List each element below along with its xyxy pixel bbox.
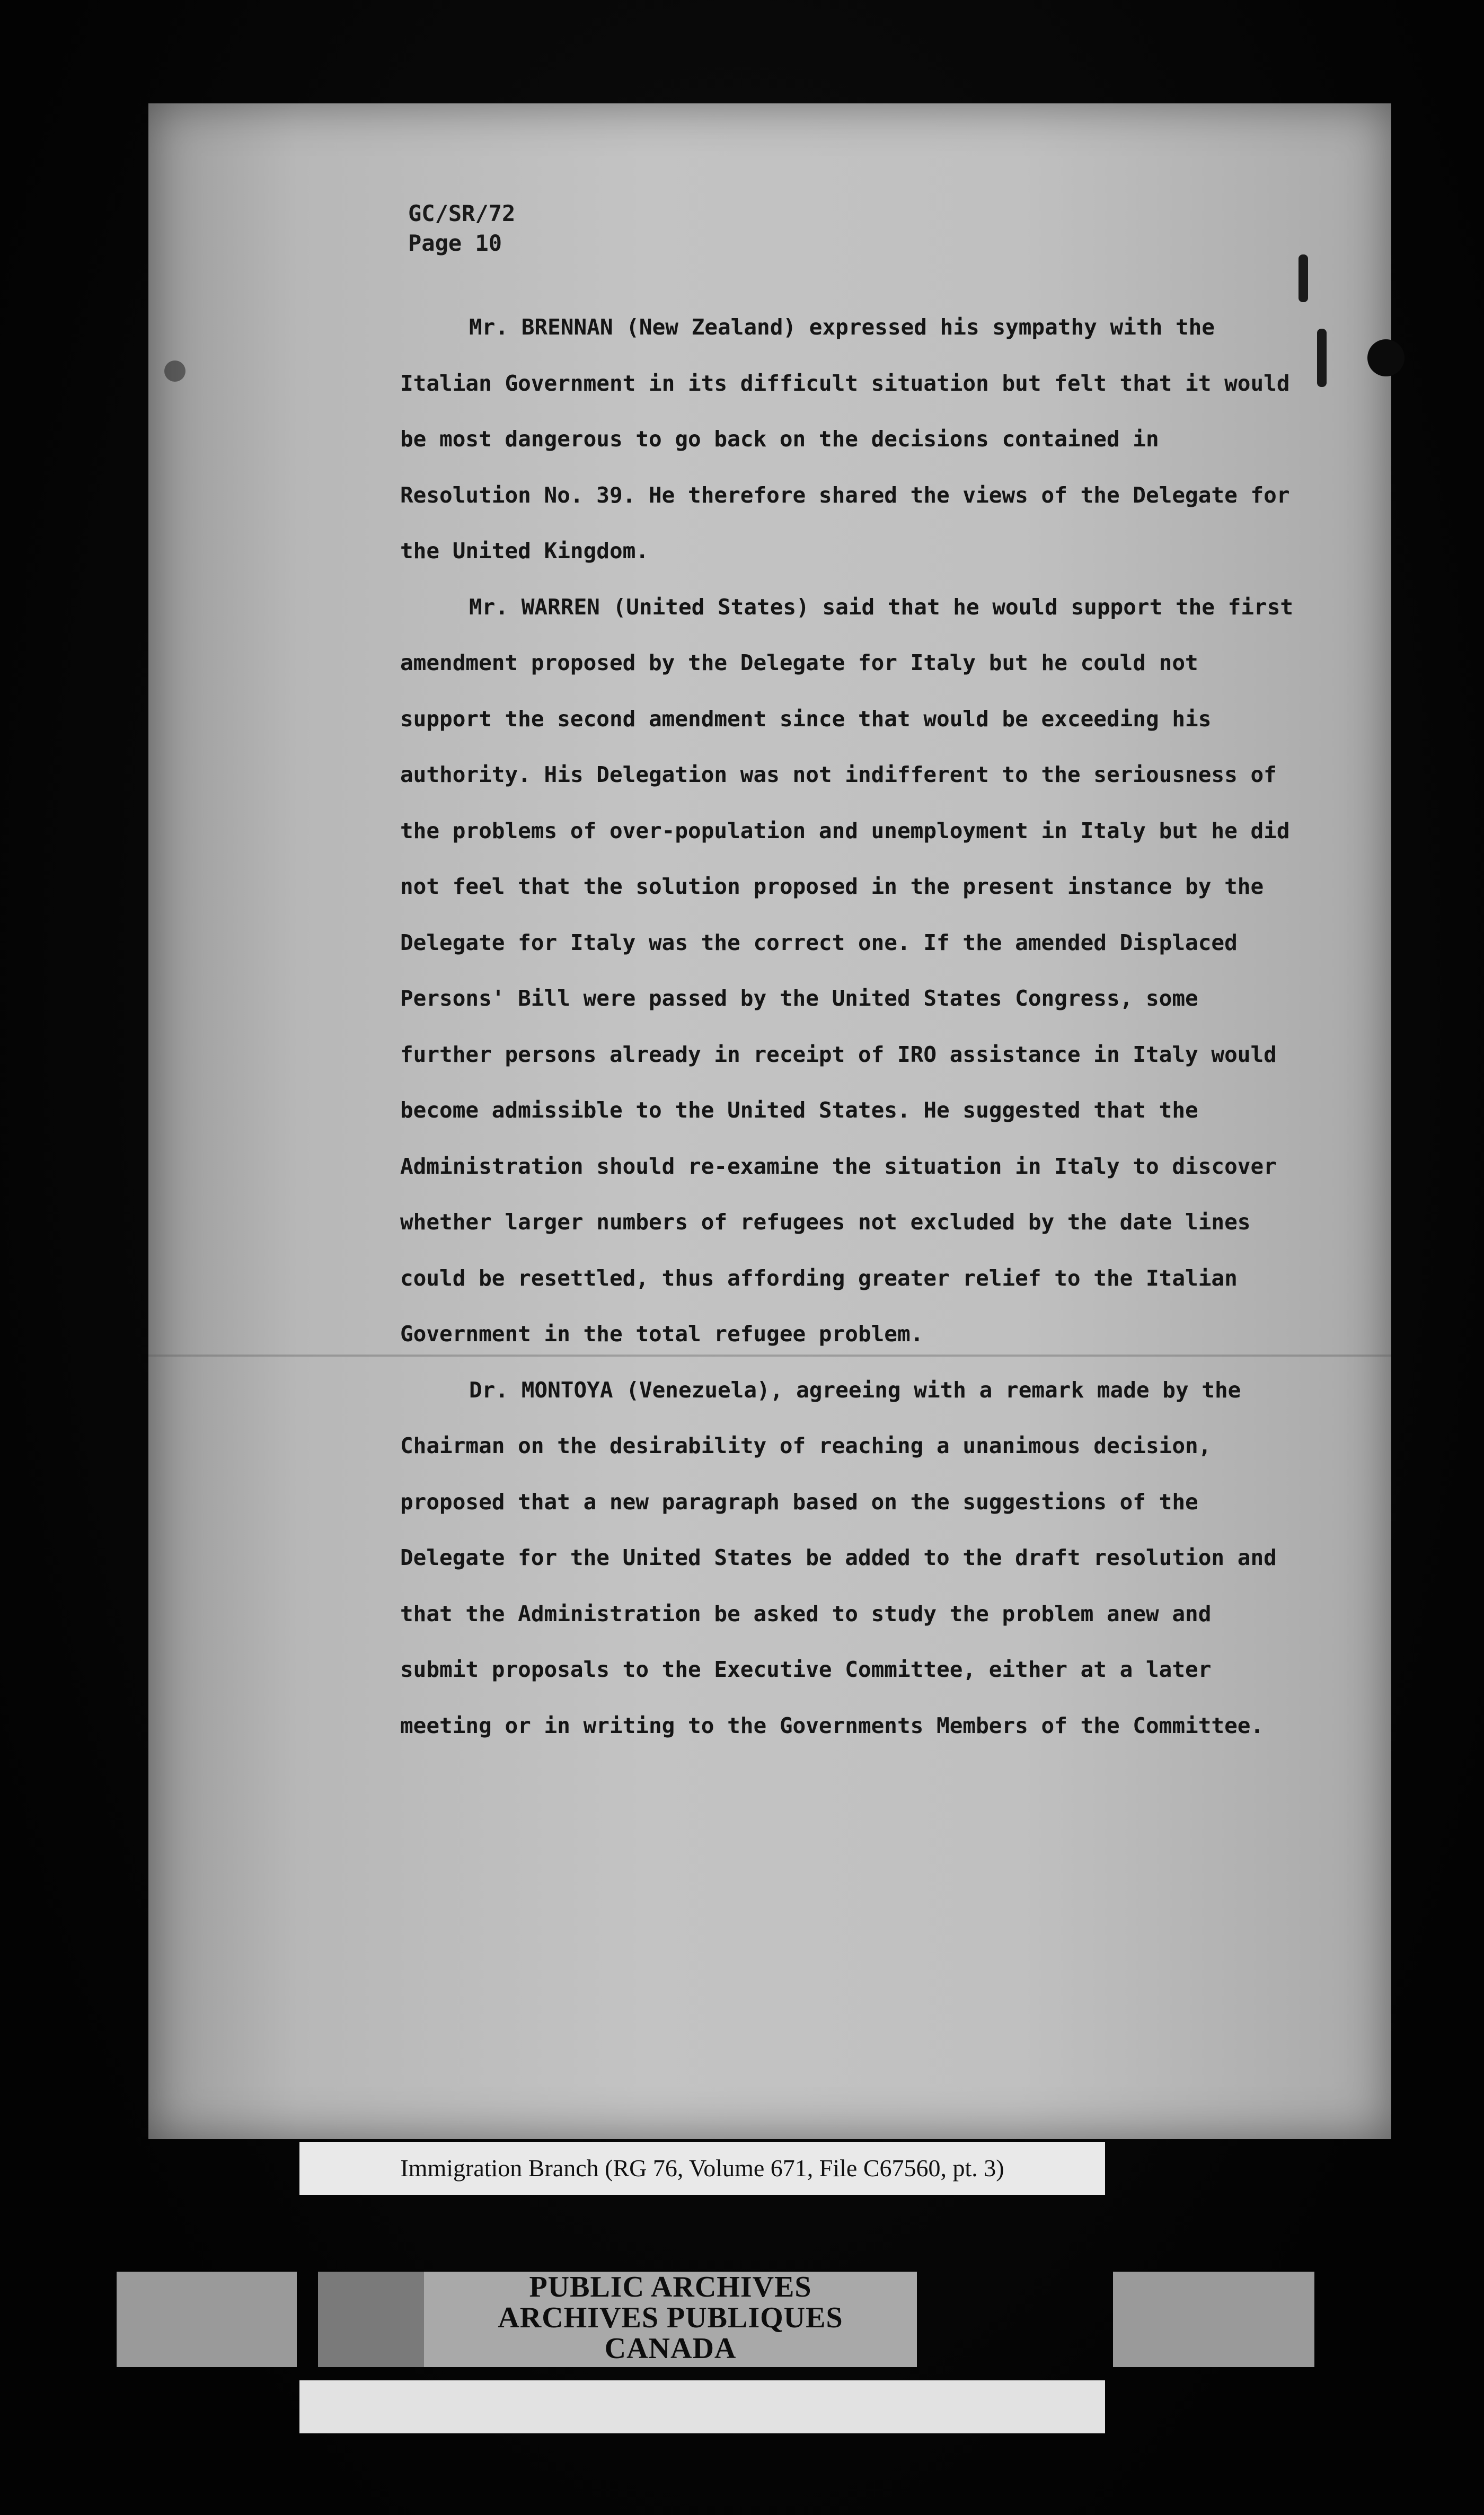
stain-mark — [164, 360, 186, 382]
document-body — [400, 300, 1301, 1754]
page-number: Page 10 — [408, 230, 502, 256]
clip-mark — [1317, 329, 1327, 387]
document-reference — [408, 199, 515, 258]
bottom-label-strip — [299, 2380, 1105, 2433]
paragraph: Mr. WARREN (United States) said that he would support the first amendment proposed by the Delegate for Italy but he could not support the second amendment since that would be exceeding his authority. His Delegation was not indifferent to the seriousness of the problems of over-population and unemployment in Italy but he did not feel that the solution proposed in the present instance by the Delegate for Italy was the correct one. If the amended Displaced Persons' Bill were passed by the United States Congress, some further persons already in receipt of IRO assistance in Italy would become admissible to the United States. He suggested that the Administration should re-examine the situation in Italy to discover whether larger numbers of refugees not excluded by the date lines could be resettled, thus affording greater relief to the Italian Government in the total refugee problem. — [400, 594, 1294, 1347]
public-archives-stamp — [424, 2272, 917, 2367]
punch-hole-mark — [1367, 339, 1404, 376]
stamp-line: PUBLIC ARCHIVES — [529, 2271, 812, 2303]
stamp-line: ARCHIVES PUBLIQUES — [498, 2301, 843, 2334]
stamp-line: CANADA — [604, 2332, 737, 2365]
clip-mark — [1298, 254, 1308, 302]
archive-label-strip: Immigration Branch (RG 76, Volume 671, File C67560, pt. 3) — [299, 2142, 1105, 2195]
film-strip-segment — [318, 2272, 424, 2367]
film-strip-segment — [1113, 2272, 1314, 2367]
film-strip-segment — [117, 2272, 297, 2367]
reference-code: GC/SR/72 — [408, 200, 516, 226]
paragraph: Dr. MONTOYA (Venezuela), agreeing with a remark made by the Chairman on the desirability of reaching a unanimous decision, proposed that a new paragraph based on the suggestions of the Delegate for the United States be added to the draft resolution and that the Administration be asked to study the problem anew and submit proposals to the Executive Committee, either at a later meeting or in writing to the Governments Members of the Committee. — [400, 1377, 1277, 1738]
paragraph: Mr. BRENNAN (New Zealand) expressed his sympathy with the Italian Government in its difficult situation but felt that it would be most dangerous to go back on the decisions contained in Resolution No. 39. He therefore shared the views of the Delegate for the United Kingdom. — [400, 314, 1290, 564]
